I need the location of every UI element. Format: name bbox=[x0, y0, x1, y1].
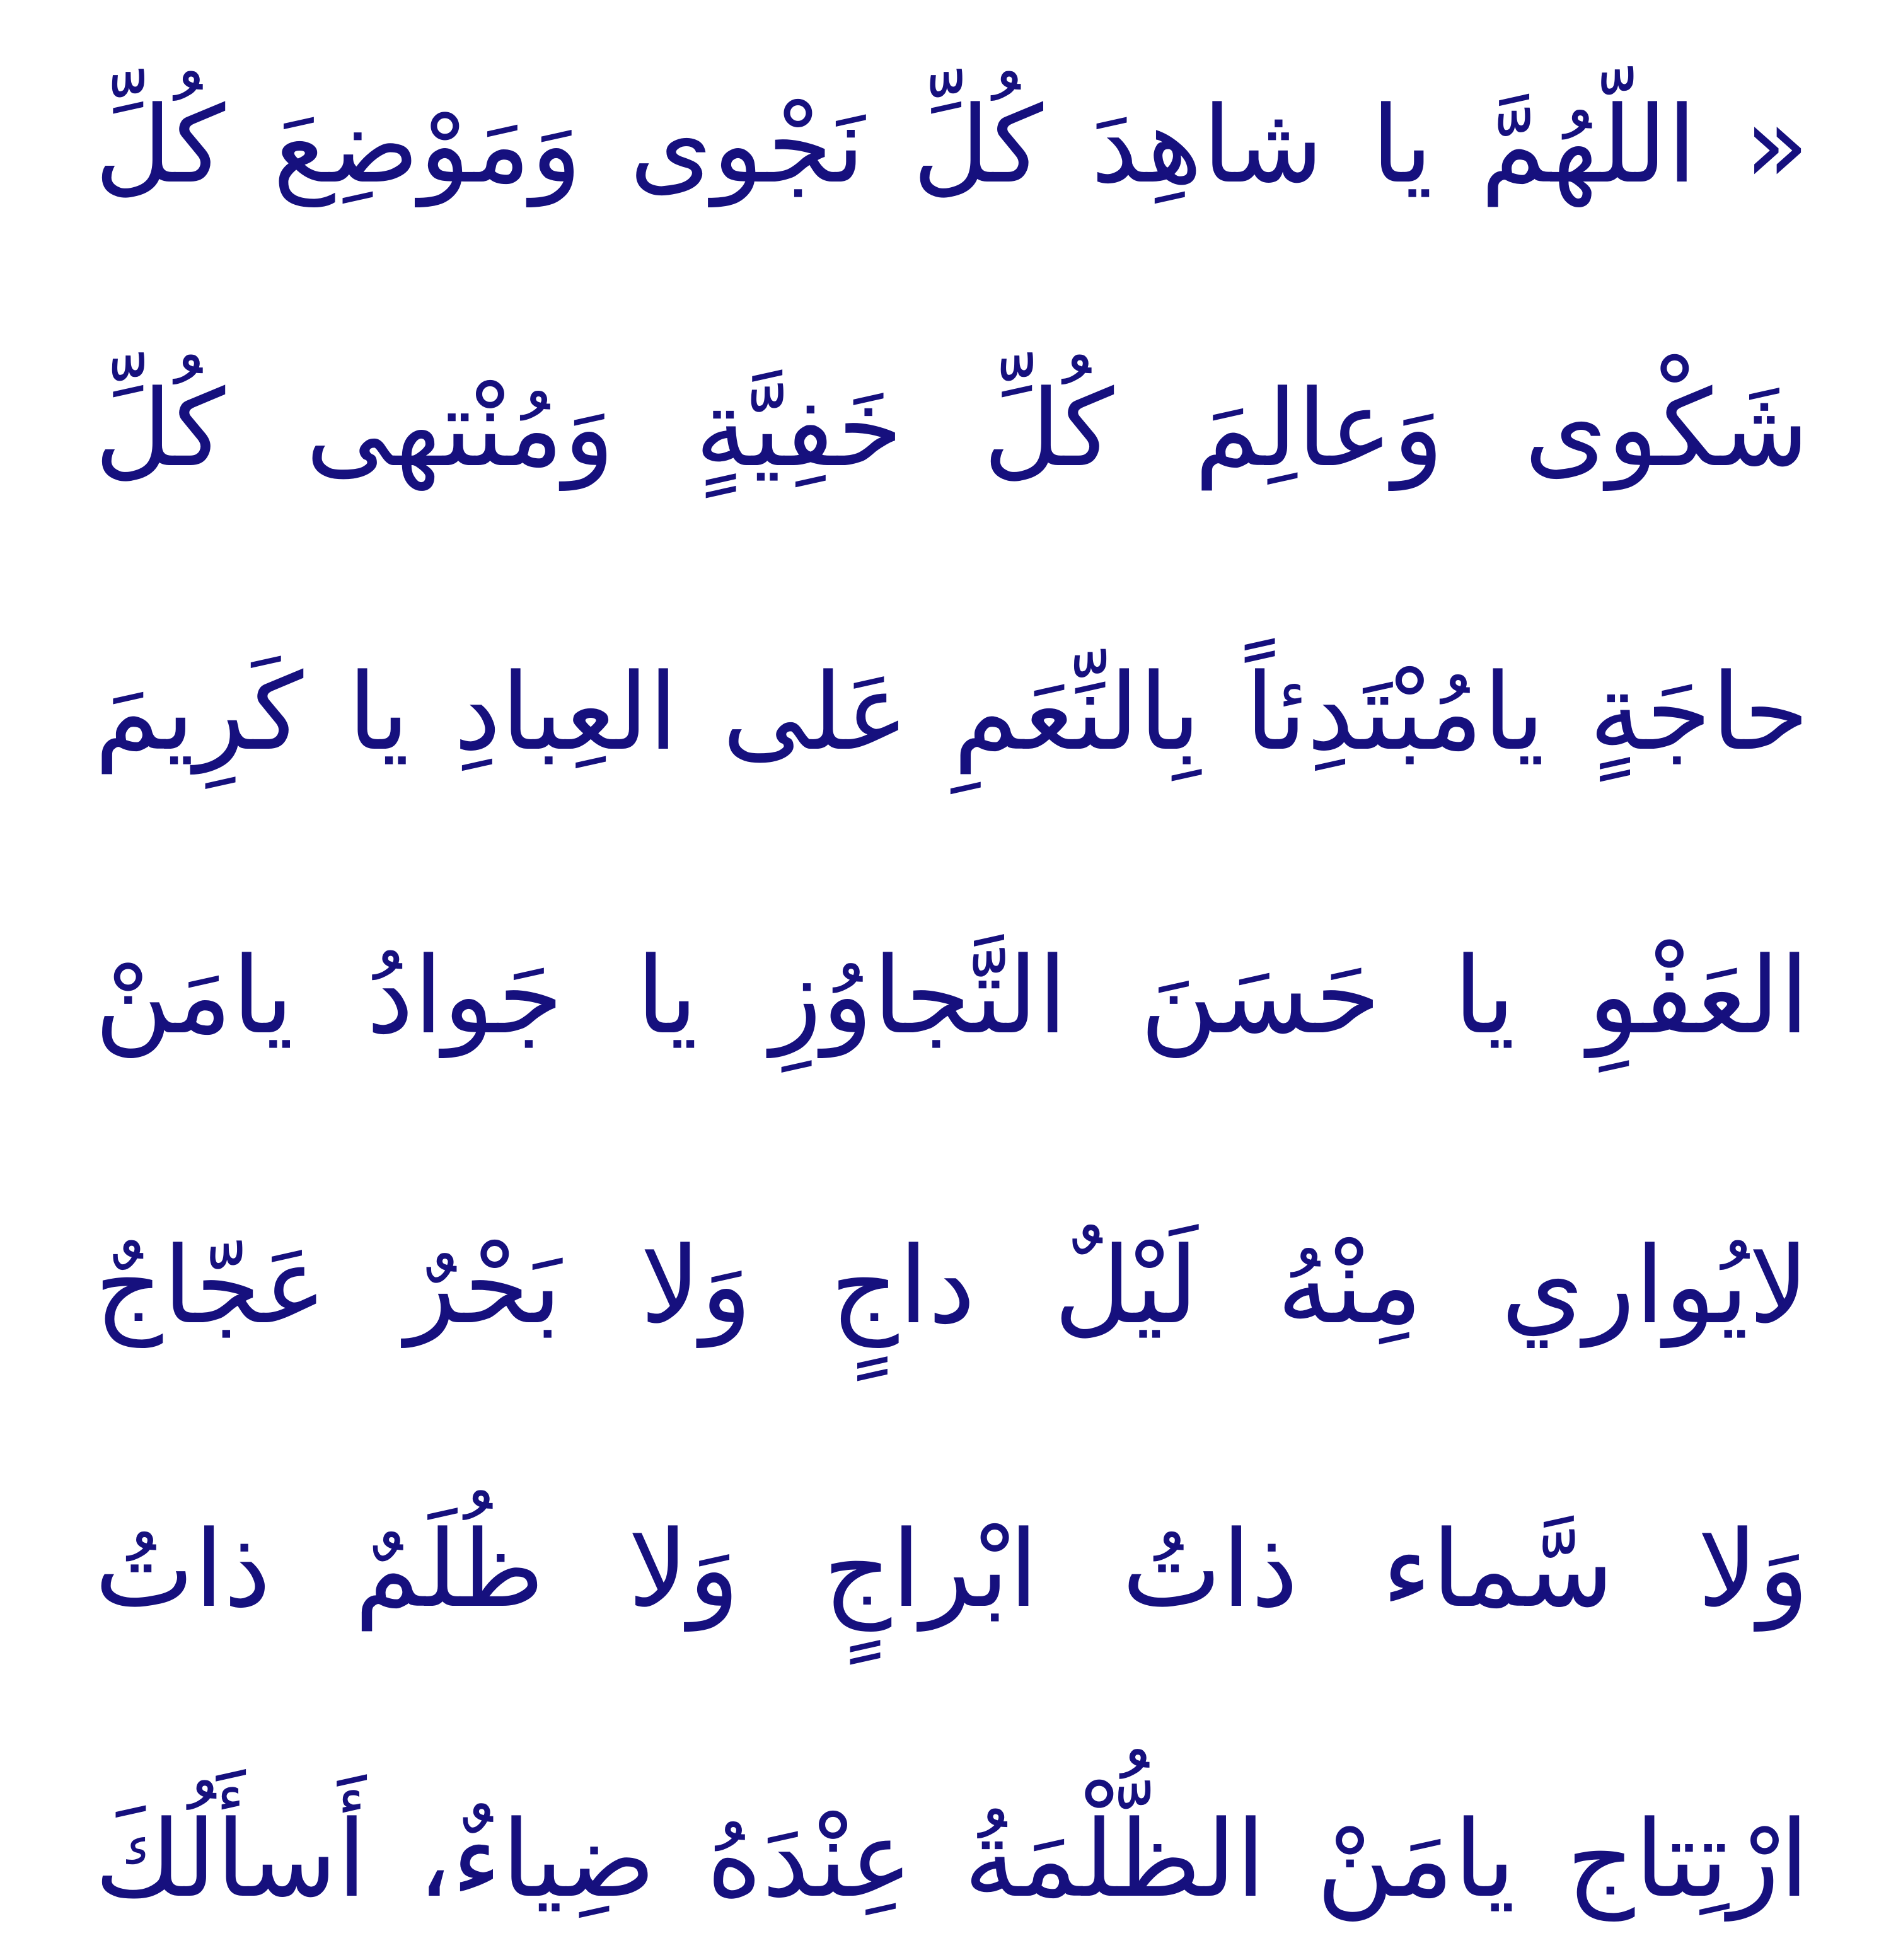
text-line-2: شَكْوى وَعالِمَ كُلِّ خَفِيَّةٍ وَمُنْتهى كُلِّ bbox=[95, 367, 1809, 490]
text-line-3: حاجَةٍ يامُبْتَدِئاً بِالنِّعَمِ عَلى العِبادِ يا كَرِيمَ bbox=[95, 650, 1809, 774]
text-line-4: العَفْوِ يا حَسَنَ التَّجاوُزِ يا جَوادُ يامَنْ bbox=[95, 934, 1809, 1058]
text-line-5: لايُواري مِنْهُ لَيْلٌ داجٍ وَلا بَحْرٌ عَجّاجٌ bbox=[95, 1224, 1809, 1347]
text-line-6: وَلا سَّماء ذاتُ ابْراجٍ وَلا ظُلَمٌ ذاتُ bbox=[95, 1507, 1809, 1631]
text-line-7: ارْتِتاج يامَنْ الظُّلْمَةُ عِنْدَهُ ضِياءٌ، أَسأَلُكَ bbox=[95, 1797, 1809, 1921]
text-line-1: « اللّهُمَّ يا شاهِدَ كُلِّ نَجْوى وَمَوْضِعَ كُلِّ bbox=[95, 83, 1809, 207]
